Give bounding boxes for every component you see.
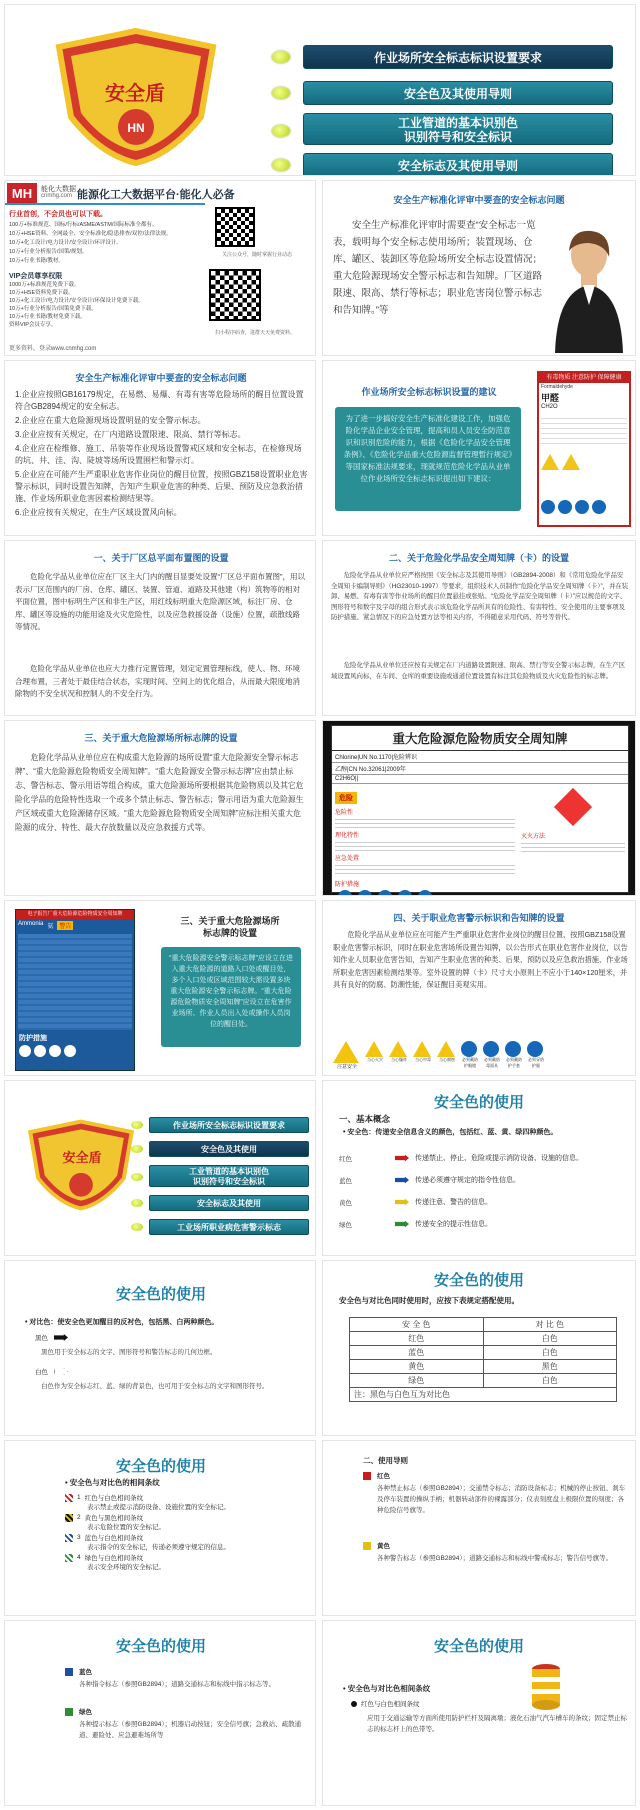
- gas-mask-icon: [483, 1041, 499, 1057]
- warning-icon: [541, 454, 559, 470]
- review-item: 5.企业应在可能产生严重职业危害作业岗位的醒目位置，按照GBZ158设置职业危害警示标识，同时设置告知牌，告知产生职业危害的种类、后果、预防及应急救治措施、作业场所职业危害因素检测结果等。: [15, 470, 308, 503]
- sign-label: 当心中毒: [415, 1057, 431, 1062]
- section-heading: 一、基本概念: [339, 1114, 391, 1124]
- toxic-card-icons: [539, 452, 629, 472]
- ppe-icon: [378, 890, 392, 896]
- black-arrow-icon: [54, 1334, 68, 1341]
- ppe-icon: [418, 890, 432, 896]
- slide-hazard-board: [322, 720, 636, 896]
- review-item: 6.企业应按有关规定，在生产区域设置风向标。: [15, 508, 182, 517]
- yellow-heading-row: [363, 1541, 390, 1550]
- review-item: 3.企业应按有关规定，在厂内道路设置限速、限高、禁行等标志。: [15, 430, 246, 439]
- color-label: 蓝色: [339, 1177, 352, 1185]
- board-label: 防护措施: [335, 882, 360, 888]
- slide-ad: [4, 180, 316, 356]
- toc-item-3-line1: 工业管道的基本识别色: [189, 1167, 269, 1176]
- color-table: [349, 1317, 617, 1402]
- bullet-dot: [272, 125, 290, 137]
- gloves-icon: [505, 1041, 521, 1057]
- board-row: [332, 751, 628, 763]
- toxic-card: [537, 371, 631, 527]
- board-title: 重大危险源危险物质安全周知牌: [332, 726, 628, 751]
- board-text-lines: [335, 839, 515, 853]
- item-number: 3: [77, 1534, 81, 1541]
- toc-item-3-line2: 识别符号和安全标识: [403, 130, 512, 144]
- slide-major-hazard: [4, 720, 316, 896]
- red-heading-row: [363, 1471, 390, 1480]
- stripes-heading: • 安全色与对比色的相间条纹: [65, 1478, 160, 1487]
- sign-label: 必须穿防护服: [528, 1057, 544, 1068]
- toxic-card-en: Formaldehyde: [541, 384, 573, 390]
- ppe-icon: [398, 890, 412, 896]
- vip-item: 10万+化工设计/电力设计/安全设计/环保设计免费下载。: [9, 298, 144, 304]
- paragraph: 危险化学品从业单位应在厂区主大门内的醒目显要处设置“厂区总平面布置图”，用以表示厂区范围内的厂房、仓库、罐区、装置、管道、道路及其他建（构）筑物等的相对平面位置，图中标明生产区和非生产区，用红线标明重大危险源区域，标注厂房、仓库、罐区等设施的功能用途及火灾危险性，以及应急救援设备（设施）位置，疏散线路等情况。: [15, 572, 305, 631]
- businesswoman-icon: [545, 225, 633, 353]
- board-cell: 乙醇|CN No.32061|2009年: [335, 767, 406, 773]
- color-usage: 各种提示标志（参照GB2894）；机器启动按钮；安全信号旗；急救站、疏散通道、避险处、应急避难场所等: [79, 1721, 302, 1739]
- slide-major-hazard-2: [4, 900, 316, 1076]
- qr-code-icon[interactable]: [209, 269, 261, 321]
- toc-item-2[interactable]: 安全色及其使用: [149, 1141, 309, 1157]
- white-row: [35, 1367, 68, 1376]
- slide-review-items: [4, 360, 316, 536]
- color-label: 黑色: [35, 1335, 48, 1342]
- board-cell: Chlorine|UN No.1170|危险辨识: [335, 755, 418, 761]
- slide-toc-1: [4, 4, 636, 176]
- slide-suggestion: [322, 360, 636, 536]
- toc-item-1[interactable]: 作业场所安全标志标识设置要求: [303, 45, 613, 69]
- toc-item-5[interactable]: 工业场所职业病危害警示标志: [149, 1219, 309, 1235]
- definition: • 对比色：使安全色更加醒目的反衬色，包括黑、白两种颜色。: [25, 1319, 219, 1326]
- vip-list: [9, 281, 209, 329]
- ad-bullet: 10万+化工设计/电力设计/安全设计/环评设计。: [9, 240, 122, 246]
- hazard-box: “重大危险源安全警示标志牌”应设立在进入重大危险源的道路入口处或醒目处，多个入口处或区域范围较大需设置多块重大危险源安全警示标志牌。“重大危险源危险物质安全周知牌”应设立在危害作业场所、作业人员出入处或操作人员岗位的醒目处。: [161, 947, 301, 1047]
- paragraph: 危险化学品从业单位应严格按照《安全标志及其使用导则》（GB2894-2008）和《常用危险化学品安全周知卡编制导则》（HG23010-1997）等要求，组织技术人员制作“危险化学品安全周知牌（卡）”，并在装卸、易燃、有毒有害等作业场所的醒目位置悬挂或张贴。“危险化学品安全周知牌（卡）”应以规范的文字、图形符号和数字及字母的组合形式表示该危险化学品所具有的危险性、有害特性、安全使用的主要事项及防护措施、紧急情况下的应急处置方法等相关内容，不得随意采用代码、符号等替代。: [331, 572, 629, 621]
- bullet-dot: [272, 159, 290, 171]
- vip-item: 10万+HSE资料免费下载。: [9, 290, 74, 296]
- slide-title: 安全色的使用: [433, 1272, 524, 1289]
- ad-bullets: [9, 221, 209, 266]
- item-heading: 绿色与白色相间条纹: [84, 1555, 144, 1562]
- ad-more[interactable]: 更多资料，登录www.cnmhg.com: [9, 346, 97, 352]
- bullet-dot: [131, 1223, 143, 1231]
- table-row: [350, 1360, 617, 1374]
- toc-item-1[interactable]: 作业场所安全标志标识设置要求: [149, 1117, 309, 1133]
- shield-title: 安全盾: [105, 83, 165, 105]
- board-row: [332, 763, 628, 775]
- stripe-list: [65, 1491, 315, 1571]
- ppe-icon: [49, 1045, 61, 1057]
- ppe-icon: [34, 1045, 46, 1057]
- warning-icon: [333, 1041, 359, 1063]
- green-heading-row: [65, 1707, 92, 1716]
- bullet-dot: [131, 1199, 143, 1207]
- logo-url[interactable]: cnmhg.com: [41, 193, 73, 199]
- yellow-square-icon: [363, 1542, 371, 1550]
- slide-title: 安全色的使用: [433, 1638, 524, 1655]
- item-heading: 黄色与黑色相间条纹: [84, 1515, 144, 1522]
- bullet-dot: [272, 87, 290, 99]
- suggestion-box: 为了进一步搞好安全生产标准化建设工作，加强危险化学品企业安全管理，提高和员人员安全防范意识和识别危险的能力，根据《危险化学品安全管理条例》、《危险化学品重大危险源监督管理暂行规定》等国家标准法规要求，现就规范危险化学品从业单位作业场所安全标志标识提出如下建议：: [335, 407, 521, 511]
- ad-bullet: 100万+标准规范、国标/行标/ASME/ASTM/国际标准全都有。: [9, 222, 158, 228]
- toxic-warning-icon: [413, 1041, 431, 1057]
- shield-title: 安全盾: [62, 1150, 102, 1165]
- sign-label: 必须戴防护手套: [506, 1057, 522, 1068]
- table-cell: 白色: [483, 1374, 617, 1388]
- item-number: 1: [77, 1494, 81, 1501]
- stripe-subheading: 红色与白色相间条纹: [361, 1701, 420, 1708]
- slide-guideline: [322, 1440, 636, 1616]
- definition-text: 对比色：使安全色更加醒目的反衬色，包括黑、白两种颜色。: [29, 1319, 219, 1326]
- ppe-icon: [541, 500, 555, 514]
- definition-text: 安全色：传递安全信息含义的颜色，包括红、蓝、黄、绿四种颜色。: [347, 1129, 558, 1136]
- item-heading: 红色与白色相间条纹: [84, 1495, 144, 1502]
- toc-item-2[interactable]: 安全色及其使用导则: [303, 81, 613, 105]
- review-list: [15, 389, 309, 519]
- ppe-icon: [592, 500, 606, 514]
- toxic-card-name: 甲醛: [541, 393, 560, 403]
- section-heading: 二、使用导则: [363, 1456, 408, 1465]
- color-label: 白色: [35, 1369, 48, 1376]
- white-arrow-icon: [54, 1368, 68, 1375]
- table-cell: 黑色: [483, 1360, 617, 1374]
- table-header: 对 比 色: [483, 1318, 617, 1332]
- color-label: 黄色: [339, 1199, 352, 1207]
- slide-stripe-usage: [322, 1620, 636, 1806]
- green-white-stripe-icon: [65, 1554, 73, 1562]
- color-usage: 各种指令标志（参照GB2894）；道路交通标志和标线中指示标志等。: [79, 1681, 276, 1688]
- warning-signs: [333, 1041, 545, 1070]
- color-rows: [339, 1147, 629, 1235]
- yellow-arrow-icon: [395, 1199, 409, 1206]
- ppe-icon: [358, 890, 372, 896]
- stripe-usage: 应用于交通运输等方面所使用防护栏杆及隔离墩；液化石油气汽车槽车的条纹；固定禁止标志的标志杆上的色带等。: [367, 1715, 627, 1733]
- table-cell: 黄色: [350, 1360, 484, 1374]
- table-cell: 白色: [483, 1332, 617, 1346]
- board-cell: C2H6O||: [335, 776, 359, 782]
- board-text-lines: [521, 840, 625, 854]
- sign-label: 当心爆炸: [391, 1057, 407, 1062]
- qr-code-icon[interactable]: [215, 207, 255, 247]
- toc-item-3[interactable]: [303, 113, 613, 145]
- warning-icon: [562, 454, 580, 470]
- poster-warning: 警告: [57, 921, 73, 930]
- ppe-icon: [64, 1045, 76, 1057]
- slide-title: 四、关于职业危害警示标识和告知牌的设置: [393, 913, 565, 923]
- blue-heading-row: [65, 1667, 92, 1676]
- slide-title: 安全色的使用: [433, 1094, 524, 1111]
- table-row: [350, 1332, 617, 1346]
- ppe-icons: [539, 498, 629, 516]
- toc-item-3-line1: 工业管道的基本识别色: [397, 116, 518, 130]
- slide-title-line2: 标志牌的设置: [202, 928, 257, 938]
- item-text: 表示安全环境的安全标记。: [87, 1564, 165, 1571]
- slide-safety-colors: [322, 1080, 636, 1256]
- vip-item: 1000万+标准规范免费下载。: [9, 282, 80, 288]
- vip-item: 10万+行业书籍/教材免费下载。: [9, 314, 86, 320]
- color-heading: 绿色: [79, 1709, 92, 1716]
- blue-white-stripe-icon: [65, 1534, 73, 1542]
- slide-title: 三、关于重大危险源场所标志牌的设置: [84, 733, 238, 743]
- corrosion-warning-icon: [437, 1041, 455, 1057]
- item-text: 表示危险位置的安全标记。: [87, 1524, 165, 1531]
- ad-bullet: 10万+行业分析报告/国策/规划。: [9, 249, 88, 255]
- poster-name: Ammonia: [18, 921, 44, 927]
- sign-label: 当心火灾: [367, 1057, 383, 1062]
- toc-item-3-line2: 识别符号和安全标识: [193, 1177, 265, 1186]
- slide-title: 作业场所安全标志标识设置的建议: [361, 387, 497, 397]
- yellow-black-stripe-icon: [65, 1514, 73, 1522]
- red-square-icon: [363, 1472, 371, 1480]
- table-intro: 安全色与对比色同时使用时，应按下表规定搭配使用。: [339, 1296, 519, 1305]
- table-cell: 蓝色: [350, 1346, 484, 1360]
- ppe-icon: [338, 890, 352, 896]
- sign-label: 必须戴防护眼镜: [462, 1057, 478, 1068]
- paragraph: 危险化学品从业单位还应按有关规定在厂内道路设置限速、限高、禁行等安全警示标志牌，在生产区域设置风向标，在车间、仓库的重要设施或通道位置设置有标注其危险物质及火灾危险性的标志牌。: [331, 662, 625, 680]
- color-usage: 各种警告标志（参照GB2894）；道路交通标志和标线中警戒标志；警告信号旗等。: [377, 1555, 613, 1562]
- ad-bullet: 10万+HSE资料、全网最全、安全标准化/隐患排查/双控/法律法规。: [9, 231, 172, 237]
- poster-bottom: 防护措施: [19, 1035, 47, 1042]
- traffic-barrel-icon: [523, 1661, 569, 1711]
- paragraph: 危险化学品从业单位应在可能产生严重职业危害作业岗位的醒目位置，按照GBZ158设置职业危害警示标识，同时在职业危害场所设置告知牌，以公告形式在职业危害作业岗位，以告知作业人员职业危害告知，告知产生职业危害的种类、后果、预防以及应急救治措施、作业场所职业危害因素检测结果等。室外设置的牌（卡）尺寸大小原则上不应小于140×120厘米，并具有良好的防腐、防潮性能，保证醒目美观实用。: [333, 930, 628, 989]
- review-item: 4.企业应在检维修、施工、吊装等作业现场设置警戒区域和安全标志，在检修现场的坑、井、洼、沟、陡坡等场所设置围栏和警示灯。: [15, 444, 302, 465]
- green-square-icon: [65, 1708, 73, 1716]
- sign-label: 注意安全: [336, 1064, 357, 1070]
- protective-suit-icon: [527, 1041, 543, 1057]
- qr2-caption: 扫小程序码查，进群天天免费资料。: [214, 330, 295, 336]
- blue-square-icon: [65, 1668, 73, 1676]
- green-arrow-icon: [395, 1221, 409, 1228]
- table-row: [350, 1346, 617, 1360]
- stripes-heading-text: 安全色与对比色的相间条纹: [69, 1478, 160, 1487]
- toc-item-4[interactable]: 安全标志及其使用导则: [303, 153, 613, 176]
- item-number: 2: [77, 1514, 81, 1521]
- color-meaning: 传递必须遵守规定的指令性信息。: [415, 1177, 520, 1184]
- stripe-subheading-row: [351, 1699, 420, 1708]
- stripes-heading-text: 安全色与对比色相间条纹: [347, 1684, 431, 1693]
- toxic-card-formula: CH2O: [541, 404, 558, 410]
- board-row: [332, 775, 628, 784]
- table-header: 安 全 色: [350, 1318, 484, 1332]
- slide-body: 安全生产标准化评审时需要查“安全标志一览表，载明每个安全标志使用场所；装置现场、仓库、罐区、装卸区等危险场所安全标志设置情况；重大危险源现场安全警示标志和告知牌。厂区道路限速、限高、禁行等标志；职业危害岗位警示标志和告知牌。”等: [333, 220, 543, 316]
- slide-title: 安全生产标准化评审中要查的安全标志问题: [393, 195, 565, 205]
- paragraph: 危险化学品从业单位应在构成重大危险源的场所设置“重大危险源安全警示标志牌”、“重大危险源危险物质安全周知牌”。“重大危险源安全警示标志牌”应由禁止标志、警告标志、警示用语等组合构成，重大危险源场所要根据其危险物质以及其它危险化学品的危险特性选取一个或多个禁止标志、警告标志；警示用语为重大危险源生产区域或重大危险源储存区域。“重大危险源危险物质安全周知牌”应标注相关重大危险源的成分、特性、最大存放数量以及应急救援方式等。: [15, 753, 304, 832]
- slide-title: 安全色的使用: [115, 1458, 206, 1475]
- item-number: 4: [77, 1554, 81, 1561]
- board-label: 应急处置: [335, 856, 360, 862]
- definition: • 安全色：传递安全信息含义的颜色，包括红、蓝、黄、绿四种颜色。: [343, 1129, 558, 1136]
- poster-text-lines: [18, 934, 132, 1030]
- color-heading: 红色: [377, 1473, 390, 1480]
- slide-title: 二、关于危险化学品安全周知牌（卡）的设置: [388, 553, 569, 563]
- toc-item-3[interactable]: [149, 1165, 309, 1187]
- bullet-dot: [131, 1173, 143, 1181]
- bullet-dot: [131, 1121, 143, 1129]
- color-meaning: 黑色用于安全标志的文字、图形符号和警告标志的几何边框。: [41, 1349, 217, 1356]
- ad-headline: 能源化工大数据平台·能化人必备: [77, 189, 235, 201]
- poster-ppe-icons: [16, 1044, 134, 1058]
- bullet-icon: [351, 1701, 357, 1707]
- review-item: 2.企业应在重大危险源现场设置明显的安全警示标志。: [15, 416, 206, 425]
- hazard-board: [331, 725, 629, 893]
- logo-icon: MH: [7, 183, 37, 205]
- poster-sub: 氨: [47, 924, 54, 930]
- color-meaning: 传递禁止、停止、危险或提示消防设备、设施的信息。: [415, 1155, 583, 1162]
- qr1-caption: 关注公众号，随时掌握行业动态: [221, 252, 292, 258]
- toc-item-4[interactable]: 安全标志及其使用: [149, 1195, 309, 1211]
- slide-title: 安全生产标准化评审中要查的安全标志问题: [75, 373, 247, 383]
- slide-contrast-colors: [4, 1260, 316, 1436]
- toxic-card-lines: [541, 414, 627, 448]
- ppe-icon: [575, 500, 589, 514]
- sign-label: 当心腐蚀: [439, 1057, 455, 1062]
- item-heading: 蓝色与白色相间条纹: [84, 1535, 144, 1542]
- board-ppe-icons: [332, 888, 628, 896]
- vip-item: 资料VIP会员专享。: [9, 322, 57, 328]
- board-label: 理化特性: [335, 833, 360, 839]
- danger-word: 危险: [335, 792, 357, 804]
- table-cell: 白色: [483, 1346, 617, 1360]
- table-row: [350, 1374, 617, 1388]
- slide-title: [155, 915, 305, 939]
- goggles-icon: [461, 1041, 477, 1057]
- vip-title: VIP会员尊享权限: [9, 273, 63, 280]
- table-cell: 红色: [350, 1332, 484, 1346]
- color-heading: 黄色: [377, 1543, 390, 1550]
- poster-title: 电子报告厂重大危险源危险物质安全周知牌: [16, 910, 134, 919]
- review-item: 1.企业应按照GB16179规定，在易燃、易爆、有毒有害等危险场所的醒目位置设置符合GB2894规定的安全标志。: [15, 390, 304, 411]
- divider: [5, 203, 205, 205]
- color-label: 红色: [339, 1155, 352, 1163]
- explosion-warning-icon: [389, 1041, 407, 1057]
- stripes-heading: • 安全色与对比色相间条纹: [343, 1684, 431, 1693]
- slide-color-table: [322, 1260, 636, 1436]
- color-meaning: 传递安全的提示性信息。: [415, 1221, 492, 1228]
- color-usage: 各种禁止标志（参照GB2894）；交通禁令标志；消防设备标志；机械的停止按钮、刹车及停车装置的操纵手柄；机器转动部件的裸露部分；仪表刻度盘上极限位置的刻度；各种危险信号旗等。: [377, 1485, 626, 1514]
- ammonia-poster: [15, 909, 135, 1071]
- red-arrow-icon: [395, 1155, 409, 1162]
- slide-title: 安全色的使用: [115, 1286, 206, 1303]
- board-text-lines: [335, 862, 515, 876]
- logo-name: 能化大数据: [41, 186, 76, 193]
- vip-item: 10万+行业分析报告/国策免费下载。: [9, 306, 97, 312]
- black-row: [35, 1333, 68, 1342]
- slide-title-line1: 三、关于重大危险源场所: [180, 916, 280, 926]
- toxic-card-title: 有毒物质 注意防护 保障健康: [539, 373, 629, 383]
- ad-bullet: 10万+行业书籍/教材。: [9, 258, 64, 264]
- board-text-lines: [335, 816, 515, 830]
- slide-toc-2: [4, 1080, 316, 1256]
- item-text: 表示禁止或提示消防设备、设施位置的安全标记。: [87, 1504, 230, 1511]
- bullet-dot: [272, 51, 290, 63]
- table-note: 注：黑色与白色互为对比色: [350, 1388, 617, 1402]
- slide-guideline-2: [4, 1620, 316, 1806]
- blue-arrow-icon: [395, 1177, 409, 1184]
- bullet-dot: [131, 1145, 143, 1153]
- svg-text:HN: HN: [127, 121, 145, 135]
- paragraph: 危险化学品从业单位也应大力推行定置管理，划定定置管理标线，使人、物、环境合理布置，三者处于最佳结合状态，实现时间、空间上的优化组合，从而最大限度地消除物的不安全状况和控制人的不安全行为。: [15, 664, 300, 698]
- table-cell: 绿色: [350, 1374, 484, 1388]
- slide-occupational: [322, 900, 636, 1076]
- red-white-stripe-icon: [65, 1494, 73, 1502]
- flammable-diamond-icon: [554, 788, 592, 826]
- slide-title: 安全色的使用: [115, 1638, 206, 1655]
- slide-review-intro: [322, 180, 636, 356]
- color-meaning: 白色作为安全标志红、蓝、绿的背景色，也可用于安全标志的文字和图形符号。: [41, 1383, 269, 1390]
- color-heading: 蓝色: [79, 1669, 92, 1676]
- item-text: 表示指令的安全标记，传递必须遵守规定的信息。: [87, 1544, 230, 1551]
- slide-chemical-card: [322, 540, 636, 716]
- slide-plan-layout: [4, 540, 316, 716]
- board-label: 危险性: [335, 810, 354, 816]
- color-label: 绿色: [339, 1221, 352, 1229]
- color-meaning: 传递注意、警告的信息。: [415, 1199, 492, 1206]
- ppe-icon: [19, 1045, 31, 1057]
- fire-warning-icon: [365, 1041, 383, 1057]
- ppe-icon: [558, 500, 572, 514]
- slide-stripes: [4, 1440, 316, 1616]
- sign-label: 必须戴防毒面具: [484, 1057, 500, 1068]
- board-label: 灭火方法: [521, 834, 546, 840]
- slide-title: 一、关于厂区总平面布置图的设置: [93, 553, 229, 563]
- ad-login-line: 行业首创，不会员也可以下载。: [9, 211, 107, 218]
